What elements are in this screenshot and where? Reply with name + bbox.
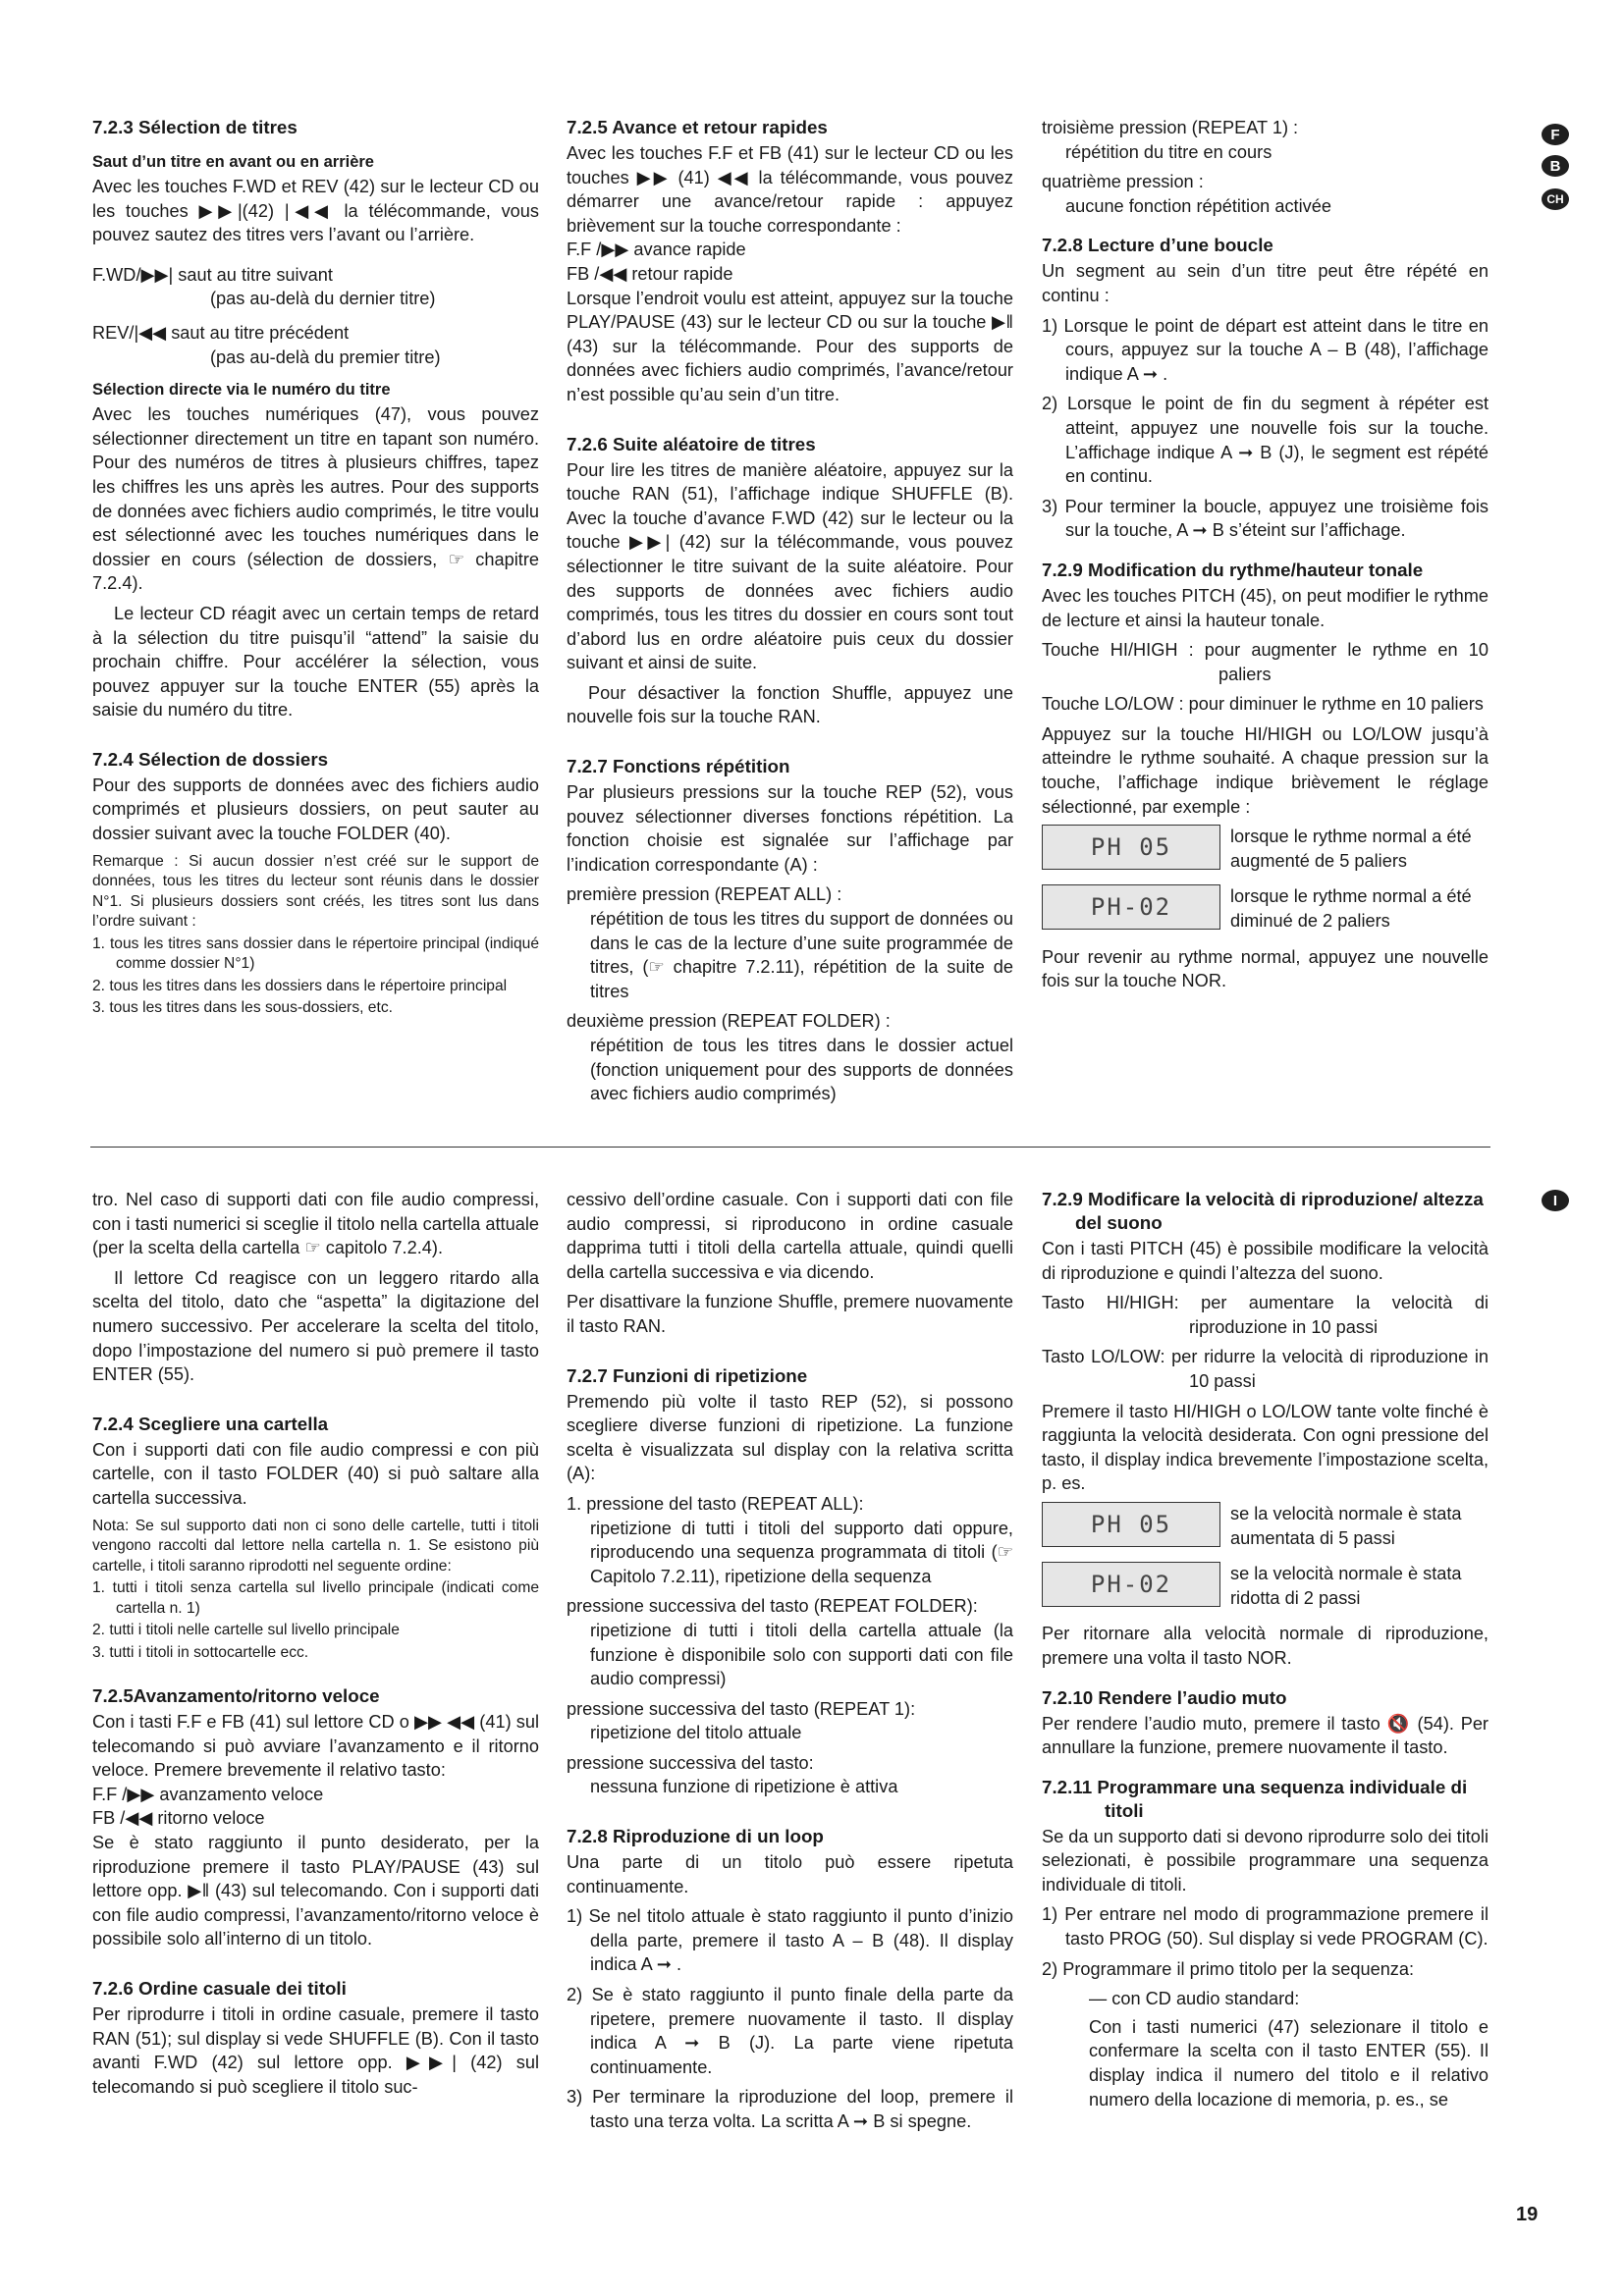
page-number: 19 [1516,2204,1539,2225]
lo-row: Touche LO/LOW : pour diminuer le rythme en 10 paliers [1042,694,1484,715]
paragraph: Premere il tasto HI/HIGH o LO/LOW tante volte finché è raggiunta la velocità desiderata. Con ogni pressione del tasto, il display indica brevemente l’impostazione scelta, p. es. [1042,1401,1489,1494]
paragraph: Con i tasti F.F e FB (41) sul lettore CD o ▶▶ ◀◀ (41) sul telecomando si può avviare l’avanzamento e il ritorno veloce. Premere brevemente il relativo tasto: [92,1712,539,1781]
heading-7-2-9: 7.2.9 Modification du rythme/hauteur tonale [1042,559,1424,580]
list-item: 1. tutti i titoli senza cartella sul livello principale (indicati come cartella n. 1) [92,1579,539,1617]
paragraph: Le lecteur CD réagit avec un certain temps de retard à la sélection du titre puisqu’il “attend” la saisie du prochain chiffre. Pour accélérer la sélection, vous pouvez appuyer sur la touche ENTER (55) après la saisie du numéro du titre. [92,603,539,721]
list-item: 2) Se è stato raggiunto il punto finale della parte da ripetere, premere nuovamente il tasto. Il display indica A ➞ B (J). La parte viene ripetuta continuamente. [567,1985,1013,2077]
list-item: 3) Per terminare la riproduzione del loop, premere il tasto una terza volta. La scritta A ➞ B si spegne. [567,2087,1013,2131]
subheading-saut: Saut d’un titre en avant ou en arrière [92,153,374,171]
heading-7-2-9: 7.2.9 Modificare la velocità di riproduzione/ altezza del suono [1042,1189,1484,1233]
paragraph: cessivo dell’ordine casuale. Con i supporti dati con file audio compressi, si riproducono in ordine casuale dapprima tutti i titoli della cartella attuale, quindi quelli della cartella successiva e via dicendo. [567,1190,1013,1282]
paragraph: Il lettore Cd reagisce con un leggero ritardo alla scelta del titolo, dato che “aspetta” la digitazione del numero successivo. Per accelerare la scelta del titolo, dopo l’impostazione del numero si può premere il tasto ENTER (55). [92,1267,539,1385]
fwd-label: F.WD/▶▶| saut au titre suivant [92,264,333,285]
paragraph: Appuyez sur la touche HI/HIGH ou LO/LOW jusqu’à atteindre le rythme souhaité. A chaque pression sur la touche, l’affichage indique brièvement le réglage sélectionné, par exemple : [1042,723,1489,817]
language-badge-b: B [1542,155,1569,177]
paragraph: Se da un supporto dati si devono riprodurre solo dei titoli selezionati, è possibile programmare una sequenza individuale di titoli. [1042,1826,1489,1895]
display-caption: se la velocità normale è stata aumentata di 5 passi [1230,1503,1462,1548]
list-item: 1. tous les titres sans dossier dans le répertoire principal (indiqué comme dossier N°1) [92,934,539,973]
lcd-text: PH-02 [1090,893,1172,922]
heading-7-2-10: 7.2.10 Rendere l’audio muto [1042,1686,1287,1708]
heading-7-2-11: 7.2.11 Programmare una sequenza individuale di titoli [1042,1776,1468,1821]
repeat-text: ripetizione di tutti i titoli del supporto dati oppure, riproducendo una sequenza programmata di titoli (☞ Capitolo 7.2.11), ripetizione della sequenza [590,1518,1013,1586]
fr-column-1 [92,116,539,1021]
lcd-text: PH 05 [1090,832,1172,861]
paragraph: Pour désactiver la fonction Shuffle, appuyez une nouvelle fois sur la touche RAN. [567,682,1013,727]
hi-row: Touche HI/HIGH : pour augmenter le rythme en 10 paliers [1042,640,1489,684]
fb-label: FB /◀◀ retour rapide [567,263,733,284]
heading-7-2-3: 7.2.3 Sélection de titres [92,117,298,137]
repeat-text: ripetizione di tutti i titoli della cartella attuale (la funzione è disponibile solo con supporti dati con file audio compressi) [590,1620,1013,1689]
repeat-label: troisième pression (REPEAT 1) : [1042,118,1299,137]
repeat-label: pressione successiva del tasto: [567,1752,814,1773]
repeat-label: deuxième pression (REPEAT FOLDER) : [567,1011,891,1032]
list-item: 2) Programmare il primo titolo per la sequenza: [1042,1958,1415,1979]
list-item: 2) Lorsque le point de fin du segment à répéter est atteint, appuyez une nouvelle fois sur la touche. L’affichage indique A ➞ B (J), le segment est répété en continu. [1042,394,1489,487]
remarque-note: Remarque : Si aucun dossier n’est créé sur le support de données, tous les titres du lecteur sont réunis dans le dossier N°1. Si plusieurs dossiers sont créés, les titres sont lus dans l’ordre suivant : [92,852,539,931]
repeat-text: répétition de tous les titres dans le dossier actuel (fonction uniquement pour des supports de données avec fichiers audio comprimés) [590,1036,1013,1104]
language-badge-f: F [1542,124,1569,145]
list-item: 1) Se nel titolo attuale è stato raggiunto il punto d’inizio della parte, premere il tasto A – B (48). Il display indica A ➞ . [567,1906,1013,1975]
paragraph: Per disattivare la funzione Shuffle, premere nuovamente il tasto RAN. [567,1292,1013,1336]
heading-7-2-7: 7.2.7 Funzioni di ripetizione [567,1364,808,1386]
lcd-text: PH 05 [1090,1510,1172,1538]
list-item: 2. tutti i titoli nelle cartelle sul livello principale [92,1622,400,1639]
paragraph: Avec les touches F.WD et REV (42) sur le lecteur CD ou les touches ▶▶|(42) |◀◀ la télécommande, vous pouvez sautez des titres vers l’avant ou l’arrière. [92,177,539,245]
repeat-text: ripetizione del titolo attuale [590,1723,802,1743]
ff-label: F.F /▶▶ avanzamento veloce [92,1784,324,1804]
paragraph: Pour des supports de données avec des fichiers audio comprimés et plusieurs dossiers, on peut sauter au dossier suivant avec la touche FOLDER (40). [92,774,539,844]
paragraph: Con i supporti dati con file audio compressi e con più cartelle, con il tasto FOLDER (40) si può saltare alla cartella successiva. [92,1439,539,1508]
lcd-display [1042,884,1220,930]
display-caption: se la velocità normale è stata ridotta di 2 passi [1230,1564,1462,1608]
ff-label: F.F /▶▶ avance rapide [567,240,746,260]
it-column-2 [567,1188,1013,2140]
repeat-text: aucune fonction répétition activée [1065,195,1331,216]
lcd-display [1042,1562,1220,1607]
fr-column-3 [1042,116,1489,999]
heading-7-2-6: 7.2.6 Suite aléatoire de titres [567,433,816,454]
lo-row: Tasto LO/LOW: per ridurre la velocità di riproduzione in 10 passi [1042,1347,1489,1391]
paragraph: Lorsque l’endroit voulu est atteint, appuyez sur la touche PLAY/PAUSE (43) sur le lecteur CD ou sur la touche ▶‖ (43) sur la télécommande. Pour des supports de données avec fichiers audio comprimés, l’avance/retour n’est possible qu’au sein d’un titre. [567,288,1013,404]
paragraph: Pour lire les titres de manière aléatoire, appuyez sur la touche RAN (51), l’affichage indique SHUFFLE (B). Avec la touche d’avance F.WD (42) sur le lecteur ou la touche ▶▶| (42) sur la télécommande, vous pouvez sélectionner le titre suivant de la suite aléatoire. Pour des supports de données avec fichiers audio comprimés, tous les titres du dossier en cours sont tout d’abord lus en ordre aléatoire puis ceux du dossier suivant et ainsi de suite. [567,459,1013,673]
fwd-note: (pas au-delà du dernier titre) [210,289,436,309]
paragraph: Premendo più volte il tasto REP (52), si possono scegliere diverse funzioni di ripetizione. La funzione scelta è visualizzata sul display con la relativa scritta (A): [567,1391,1013,1484]
paragraph: Avec les touches PITCH (45), on peut modifier le rythme de lecture et ainsi la hauteur tonale. [1042,585,1489,630]
hi-row: Tasto HI/HIGH: per aumentare la velocità di riproduzione in 10 passi [1042,1293,1489,1337]
it-column-1 [92,1188,539,2105]
lcd-display [1042,825,1220,870]
repeat-label: quatrième pression : [1042,172,1204,192]
display-example [1042,1562,1489,1610]
language-badge-ch: CH [1542,188,1569,210]
section-divider [90,1147,1490,1148]
rev-note: (pas au-delà du premier titre) [210,347,441,367]
display-example [1042,1502,1489,1550]
repeat-label: 1. pressione del tasto (REPEAT ALL): [567,1493,864,1514]
display-caption: lorsque le rythme normal a été diminué de 2 paliers [1230,886,1472,932]
repeat-text: répétition du titre en cours [1065,141,1272,162]
display-example [1042,884,1489,933]
rev-label: REV/|◀◀ saut au titre précédent [92,322,350,343]
repeat-label: pressione successiva del tasto (REPEAT FOLDER): [567,1596,978,1617]
list-item: 2. tous les titres dans les dossiers dans le répertoire principal [92,977,508,994]
list-item: 3. tous les titres dans les sous-dossiers, etc. [92,999,393,1017]
paragraph: Pour revenir au rythme normal, appuyez une nouvelle fois sur la touche NOR. [1042,946,1489,991]
lcd-display [1042,1502,1220,1547]
heading-7-2-6: 7.2.6 Ordine casuale dei titoli [92,1977,347,1999]
heading-7-2-5: 7.2.5 Avance et retour rapides [567,117,828,137]
paragraph: Par plusieurs pressions sur la touche REP (52), vous pouvez sélectionner diverses fonctions répétition. La fonction choisie est signalée sur l’affichage par l’indication correspondante (A) : [567,782,1013,875]
repeat-label: première pression (REPEAT ALL) : [567,884,842,905]
heading-7-2-8: 7.2.8 Lecture d’une boucle [1042,235,1273,256]
repeat-text: nessuna funzione di ripetizione è attiva [590,1777,898,1797]
heading-7-2-8: 7.2.8 Riproduzione di un loop [567,1826,824,1847]
list-item: 3. tutti i titoli in sottocartelle ecc. [92,1643,309,1661]
nota-note: Nota: Se sul supporto dati non ci sono delle cartelle, tutti i titoli vengono raccolti dal lettore nella cartella n. 1. Se esistono più cartelle, i titoli saranno riprodotti nel seguente ordine: [92,1517,539,1575]
paragraph: Per ritornare alla velocità normale di riproduzione, premere una volta il tasto NOR. [1042,1624,1489,1668]
dash-item: — con CD audio standard: [1089,1989,1300,2009]
heading-7-2-5: 7.2.5Avanzamento/ritorno veloce [92,1685,380,1707]
display-example [1042,825,1489,873]
fr-column-2 [567,116,1013,1112]
paragraph: Con i tasti PITCH (45) è possibile modificare la velocità di riproduzione e quindi l’altezza del suono. [1042,1239,1489,1283]
paragraph: tro. Nel caso di supporti dati con file audio compressi, con i tasti numerici si sceglie il titolo nella cartella attuale (per la scelta della cartella ☞ capitolo 7.2.4). [92,1190,539,1258]
fb-label: FB /◀◀ ritorno veloce [92,1808,265,1829]
list-item: 3) Pour terminer la boucle, appuyez une troisième fois sur la touche, A ➞ B s’éteint sur l’affichage. [1042,496,1489,541]
paragraph: Avec les touches numériques (47), vous pouvez sélectionner directement un titre en tapant son numéro. Pour des numéros de titres à plusieurs chiffres, tapez les chiffres les uns après les autres. Pour des supports de données avec fichiers audio comprimés, le titre voulu est sélectionné avec les touches numériques dans le dossier en cours (sélection de dossiers, ☞ chapitre 7.2.4). [92,404,539,594]
lcd-text: PH-02 [1090,1570,1172,1598]
paragraph: Per rendere l’audio muto, premere il tasto 🔇 (54). Per annullare la funzione, premere nuovamente il tasto. [1042,1713,1489,1758]
heading-7-2-4: 7.2.4 Scegliere una cartella [92,1413,329,1434]
paragraph: Con i tasti numerici (47) selezionare il titolo e confermare la scelta con il tasto ENTER (55). Il display indica il numero del titolo e il relativo numero della locazione di memoria, p. es., se [1089,2016,1489,2109]
it-column-3 [1042,1188,1489,2111]
paragraph: Una parte di un titolo può essere ripetuta continuamente. [567,1852,1013,1896]
language-badge-i: I [1542,1190,1569,1211]
paragraph: Se è stato raggiunto il punto desiderato, per la riproduzione premere il tasto PLAY/PAUSE (43) sul lettore opp. ▶‖ (43) sul telecomando. Con i supporti dati con file audio compressi, l’avanzamento/ritorno veloce è possibile solo all’interno di un titolo. [92,1833,539,1949]
list-item: 1) Lorsque le point de départ est atteint dans le titre en cours, appuyez sur la touche A – B (48), l’affichage indique A ➞ . [1042,315,1489,384]
display-caption: lorsque le rythme normal a été augmenté de 5 paliers [1230,827,1472,871]
repeat-text: répétition de tous les titres du support de données ou dans le cas de la lecture d’une suite programmée de titres, (☞ chapitre 7.2.11), répétition de la suite de titres [590,909,1013,1001]
paragraph: Avec les touches F.F et FB (41) sur le lecteur CD ou les touches ▶▶ (41) ◀◀ la télécommande, vous pouvez démarrer une avance/retour rapide : appuyez brièvement sur la touche correspondante : [567,143,1013,236]
list-item: 1) Per entrare nel modo di programmazione premere il tasto PROG (50). Sul display si vede PROGRAM (C). [1042,1904,1489,1949]
repeat-label: pressione successiva del tasto (REPEAT 1): [567,1698,916,1719]
paragraph: Un segment au sein d’un titre peut être répété en continu : [1042,261,1489,305]
heading-7-2-4: 7.2.4 Sélection de dossiers [92,748,329,770]
paragraph: Per riprodurre i titoli in ordine casuale, premere il tasto RAN (51); sul display si vede SHUFFLE (B). Con il tasto avanti F.WD (42) sul lettore opp. ▶▶| (42) sul telecomando si può scegliere il titolo suc- [92,2003,539,2097]
subheading-direct: Sélection directe via le numéro du titre [92,381,391,400]
heading-7-2-7: 7.2.7 Fonctions répétition [567,756,790,777]
